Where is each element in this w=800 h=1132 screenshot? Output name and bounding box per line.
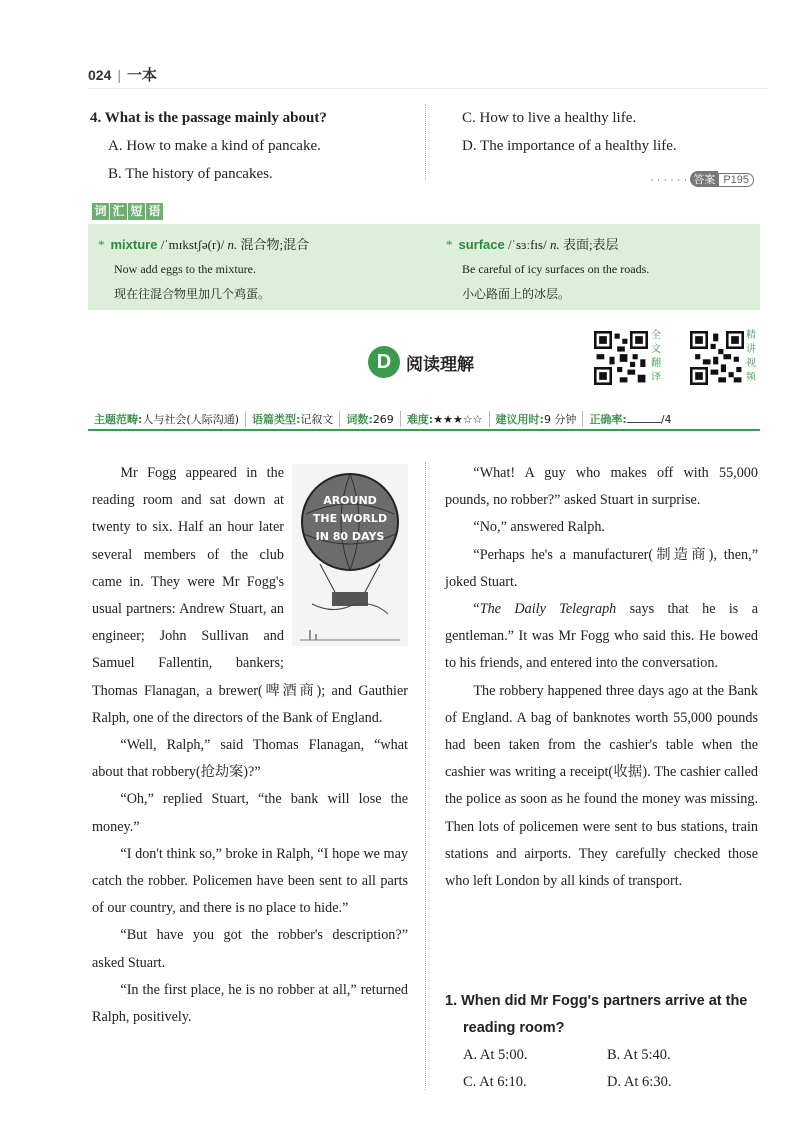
- story-paragraph: “Well, Ralph,” said Thomas Flanagan, “what about that robbery(抢劫案)?”: [92, 737, 408, 781]
- qr-label-char: 全: [651, 330, 661, 341]
- info-words-value: 269: [372, 413, 394, 426]
- vocab-translation: 现在往混合物里加几个鸡蛋。: [114, 287, 271, 301]
- passage-info-bar: [88, 409, 760, 431]
- qr-label-video: [746, 329, 758, 385]
- info-time-label: 建议用时:: [495, 413, 544, 426]
- story-paragraph: “In the first place, he is no robber at all,” returned Ralph, positively.: [92, 981, 408, 1026]
- image-text-line: AROUND: [323, 494, 377, 507]
- info-type-label: 语篇类型:: [252, 413, 301, 426]
- vocab-title-char: 汇: [110, 203, 127, 220]
- vocab-translation: 小心路面上的冰层。: [462, 287, 571, 301]
- info-accuracy-total: /4: [660, 413, 672, 426]
- qr-label-char: 翻: [651, 358, 661, 369]
- info-time: [490, 411, 584, 427]
- question-1-options-row: [445, 1069, 763, 1096]
- qr-code-video[interactable]: [690, 331, 744, 385]
- vocab-entry-mixture: [98, 232, 438, 307]
- info-type-value: 记叙文: [300, 413, 334, 426]
- vocab-star: *: [98, 237, 105, 252]
- info-type: [246, 411, 340, 427]
- question-1-option-c: C. At 6:10.: [463, 1074, 527, 1090]
- qr-label-char: 频: [746, 372, 756, 383]
- story-paragraph: “No,” answered Ralph.: [473, 519, 605, 536]
- column-divider-story: [425, 462, 426, 1090]
- brand-logo: 一本: [127, 66, 158, 84]
- qr-code-translation[interactable]: [594, 331, 648, 385]
- info-accuracy-label: 正确率:: [589, 413, 627, 426]
- info-topic: [88, 411, 246, 427]
- story-paragraph: “But have you got the robber's description?” asked Stuart.: [92, 927, 408, 971]
- question-1-option-b: B. At 5:40.: [607, 1047, 671, 1063]
- header-rule: [88, 88, 768, 89]
- story-right-column: [445, 460, 758, 895]
- info-accuracy: [583, 411, 677, 427]
- answer-page: P195: [718, 173, 754, 187]
- vocab-meaning: 混合物;混合: [240, 237, 310, 252]
- story-paragraph: “The Daily Telegraph says that he is a gentleman.” It was Mr Fogg who said this. He bowed to his friends, and entered into the conversation.: [445, 601, 759, 672]
- qr-label-char: 精: [746, 330, 756, 341]
- info-difficulty-label: 难度:: [406, 413, 434, 426]
- story-paragraph: “Oh,” replied Stuart, “the bank will lose the money.”: [92, 791, 408, 835]
- vocab-example: Now add eggs to the mixture.: [114, 262, 256, 276]
- vocab-entry-surface: [446, 232, 746, 307]
- question-1-option-a: A. At 5:00.: [463, 1047, 528, 1063]
- vocab-meaning: 表面;表层: [562, 237, 619, 252]
- story-paragraph: Mr Fogg appeared in the reading room and sat down at twenty to six. Half an hour later several members of the club came in. They were Mr Fogg's usual partners: Andrew Stuart, an engineer; John Sullivan and Samuel Fallentin, bankers; Thomas Flanagan, a brewer(啤酒商); and Gauthier Ralph, one of the directors of the Bank of England.: [92, 465, 408, 726]
- vocab-pos: n.: [549, 237, 560, 252]
- info-topic-value: 人与社会(人际沟通): [142, 413, 239, 426]
- vocab-word: mixture: [110, 237, 158, 252]
- qr-label-char: 讲: [746, 344, 756, 355]
- qr-label-char: 译: [651, 372, 661, 383]
- question-1-stem-line: 1. When did Mr Fogg's partners arrive at the: [445, 993, 748, 1009]
- image-text-line: THE WORLD: [312, 512, 388, 525]
- page-header: [88, 64, 157, 85]
- question-4-right: [462, 104, 762, 160]
- answer-tag: 答案: [690, 171, 718, 187]
- info-difficulty: [401, 411, 490, 427]
- info-topic-label: 主题范畴:: [94, 413, 143, 426]
- answer-reference: [650, 171, 754, 187]
- vocab-pos: n.: [227, 237, 238, 252]
- story-paragraph: The robbery happened three days ago at the Bank of England. A bag of banknotes worth 55,000 pounds had been taken from the cashier's table when the cashier was writing a receipt(收据). The cashier called the police as soon as he found the money was missing. Then lots of policemen were sent to bus stations, train stations and airports. They carefully checked those who left London by all kinds of transport.: [445, 682, 758, 890]
- question-4: [90, 104, 420, 188]
- question-1-stem-line: reading room?: [463, 1020, 565, 1036]
- image-text-line: IN 80 DAYS: [315, 530, 385, 543]
- section-letter-badge: D: [368, 346, 400, 378]
- column-divider-top: [425, 104, 426, 180]
- vocab-star: *: [446, 237, 453, 252]
- question-1-stem: [445, 988, 763, 1042]
- question-4-option-d: D. The importance of a healthy life.: [462, 138, 677, 154]
- question-1: [445, 988, 763, 1096]
- vocab-phonetic: /ˈsɜːfɪs/: [508, 237, 547, 252]
- question-1-options-row: [445, 1042, 763, 1069]
- vocab-word: surface: [458, 237, 505, 252]
- vocab-phonetic: /ˈmɪkstʃə(r)/: [160, 237, 225, 252]
- vocab-title-char: 词: [92, 203, 109, 220]
- question-4-option-c: C. How to live a healthy life.: [462, 110, 637, 126]
- vocab-title-char: 短: [128, 203, 145, 220]
- accuracy-blank[interactable]: [627, 413, 661, 423]
- story-paragraph: “Perhaps he's a manufacturer(制造商), then,” joked Stuart.: [445, 546, 758, 590]
- story-text: says that he is a gentleman.” It was Mr Fogg who said this. He bowed to his friends, and entered into the conversation.: [445, 601, 759, 672]
- info-words-label: 词数:: [346, 413, 373, 426]
- question-4-option-a: A. How to make a kind of pancake.: [108, 138, 321, 154]
- story-paragraph: “What! A guy who makes off with 55,000 pounds, no robber?” asked Stuart in surprise.: [445, 465, 758, 509]
- page-number: 024: [88, 67, 112, 83]
- qr-label-translation: [651, 329, 663, 385]
- story-paragraph: “I don't think so,” broke in Ralph, “I hope we may catch the robber. Policemen have been sent to all parts of our country, and there is no place to hide.”: [92, 845, 408, 917]
- vocab-title-char: 语: [146, 203, 163, 220]
- section-title: 阅读理解: [406, 355, 474, 375]
- vocab-title: [92, 203, 163, 220]
- answer-dots: · · · · · ·: [650, 174, 688, 186]
- story-left-column: [92, 460, 408, 1031]
- qr-label-char: 视: [746, 358, 756, 369]
- question-4-stem: 4. What is the passage mainly about?: [90, 110, 327, 126]
- header-separator: |: [117, 67, 121, 83]
- vocab-example: Be careful of icy surfaces on the roads.: [462, 262, 650, 276]
- info-difficulty-stars: ★★★☆☆: [433, 413, 483, 426]
- question-1-option-d: D. At 6:30.: [607, 1074, 672, 1090]
- question-4-option-b: B. The history of pancakes.: [108, 166, 273, 182]
- info-time-value: 9 分钟: [543, 413, 577, 426]
- newspaper-title: The Daily Telegraph: [479, 601, 617, 618]
- info-words: [340, 411, 400, 427]
- qr-label-char: 文: [651, 344, 661, 355]
- balloon-illustration: [292, 464, 408, 646]
